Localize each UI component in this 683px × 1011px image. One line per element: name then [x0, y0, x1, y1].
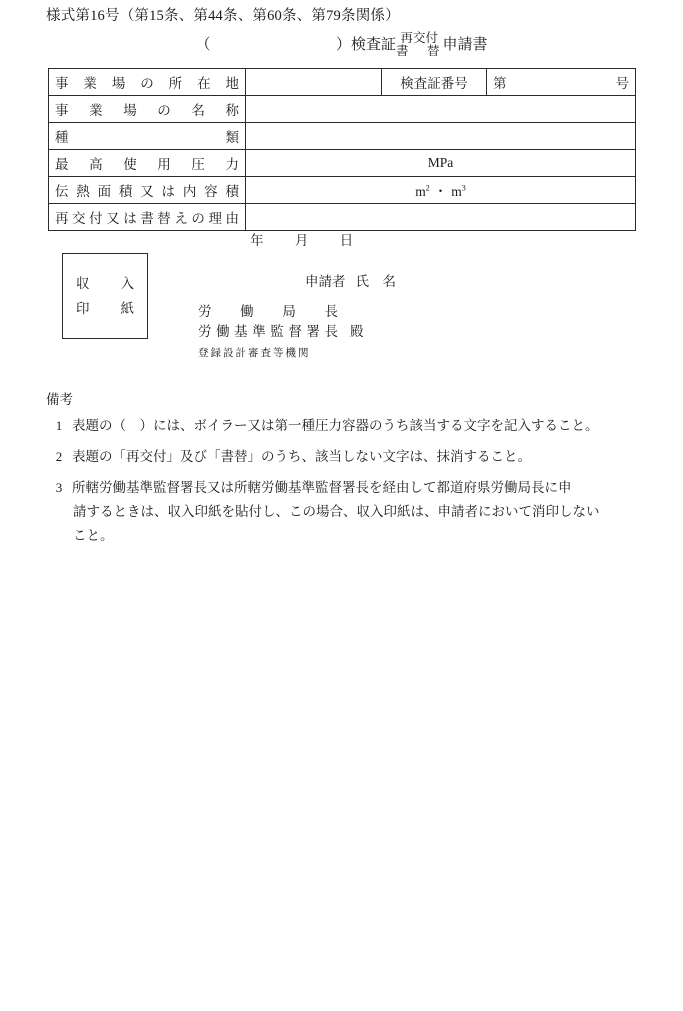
unit-sup-2: 2 — [425, 183, 430, 193]
table-row — [49, 177, 636, 204]
table-row — [49, 150, 636, 177]
row-label-heating-surface-volume: 伝熱面積又は内容積 — [49, 177, 246, 204]
row-label-workplace-name: 事業場の名称 — [49, 96, 246, 123]
table-row — [49, 204, 636, 231]
note-item — [46, 476, 666, 548]
note-1-line-1: 表題の（ ）には、ボイラー又は第一種圧力容器のうち該当する文字を記入すること。 — [72, 418, 599, 433]
unit-meter-b: m — [451, 184, 462, 199]
unit-separator: ・ — [433, 184, 448, 199]
table-row — [49, 69, 636, 96]
table-row — [49, 96, 636, 123]
row-value-workplace-name[interactable] — [246, 96, 636, 123]
row-label-certificate-number: 検査証番号 — [382, 69, 487, 96]
addressee-labour-standards-office-chief: 労働基準監督署長 — [198, 324, 338, 339]
note-number-2: 2 — [55, 449, 63, 464]
unit-mpa: MPa — [427, 155, 454, 170]
note-text-1 — [72, 414, 666, 438]
row-value-certificate-number[interactable]: 第 号 — [487, 69, 636, 96]
subtitle-stacked-options — [396, 32, 443, 57]
date-line[interactable] — [250, 229, 354, 249]
date-day-label: 日 — [339, 233, 355, 248]
subtitle-option-reissue: 再交付 — [400, 31, 439, 46]
note-item — [46, 414, 666, 438]
subtitle-paren-close: ） — [335, 37, 351, 53]
row-value-type[interactable] — [246, 123, 636, 150]
subtitle-certificate-text: 検査証 — [350, 37, 396, 53]
row-label-reason: 再交付又は書替えの理由 — [49, 204, 246, 231]
unit-meter-a: m — [415, 184, 426, 199]
form-number-heading: 様式第16号（第15条、第44条、第60条、第79条関係） — [46, 8, 400, 24]
row-label-max-pressure: 最高使用圧力 — [49, 150, 246, 177]
note-3-line-3: こと。 — [73, 528, 114, 543]
addressee-labour-bureau-director: 労働局長 — [198, 304, 338, 319]
addressee-honorific: 殿 — [350, 324, 364, 339]
unit-cubic-meter — [451, 184, 466, 199]
table-row — [49, 123, 636, 150]
row-label-workplace-address: 事業場の所在地 — [49, 69, 246, 96]
addressee-row-registered-agency — [198, 342, 364, 360]
note-item — [46, 445, 666, 469]
note-number-3: 3 — [55, 480, 63, 495]
subtitle-option-rewrite: 書 替 — [396, 43, 443, 58]
addressee-row-labour-bureau — [198, 302, 364, 322]
subtitle-paren-open: （ — [195, 37, 211, 53]
notes-section — [46, 388, 666, 555]
stamp-box-line-2: 印紙 — [76, 301, 134, 316]
date-year-label: 年 — [250, 233, 265, 248]
row-value-reason[interactable] — [246, 204, 636, 231]
unit-sup-3: 3 — [461, 183, 466, 193]
document-subtitle — [0, 33, 683, 58]
note-2-line-1: 表題の「再交付」及び「書替」のうち、該当しない文字は、抹消すること。 — [72, 449, 531, 464]
note-text-3 — [72, 476, 666, 548]
applicant-name-label[interactable]: 氏 名 — [355, 274, 396, 289]
note-3-line-1: 所轄労働基準監督署長又は所轄労働基準監督署長を経由して都道府県労働局長に申 — [72, 480, 572, 495]
date-month-label: 月 — [294, 233, 310, 248]
subtitle-application-text: 申請書 — [442, 37, 488, 53]
applicant-signature-line — [305, 270, 396, 290]
applicant-label: 申請者 — [305, 274, 346, 289]
note-text-2 — [72, 445, 666, 469]
row-value-workplace-address[interactable] — [246, 69, 382, 96]
addressee-registered-design-review-agency: 登録設計審査等機関 — [198, 348, 311, 359]
row-label-type: 種 類 — [49, 123, 246, 150]
stamp-box-line-1: 収入 — [76, 275, 134, 291]
addressee-row-inspection-office — [198, 322, 364, 342]
row-value-max-pressure[interactable] — [246, 150, 636, 177]
application-form-table — [48, 68, 636, 231]
note-3-line-2: 請するときは、収入印紙を貼付し、この場合、収入印紙は、申請者において消印しない — [73, 504, 600, 519]
unit-square-meter — [415, 184, 430, 199]
notes-heading: 備考 — [46, 392, 73, 407]
addressee-block — [198, 302, 364, 360]
revenue-stamp-box — [62, 253, 148, 339]
row-value-heating-surface-volume[interactable] — [246, 177, 636, 204]
note-number-1: 1 — [55, 418, 63, 433]
